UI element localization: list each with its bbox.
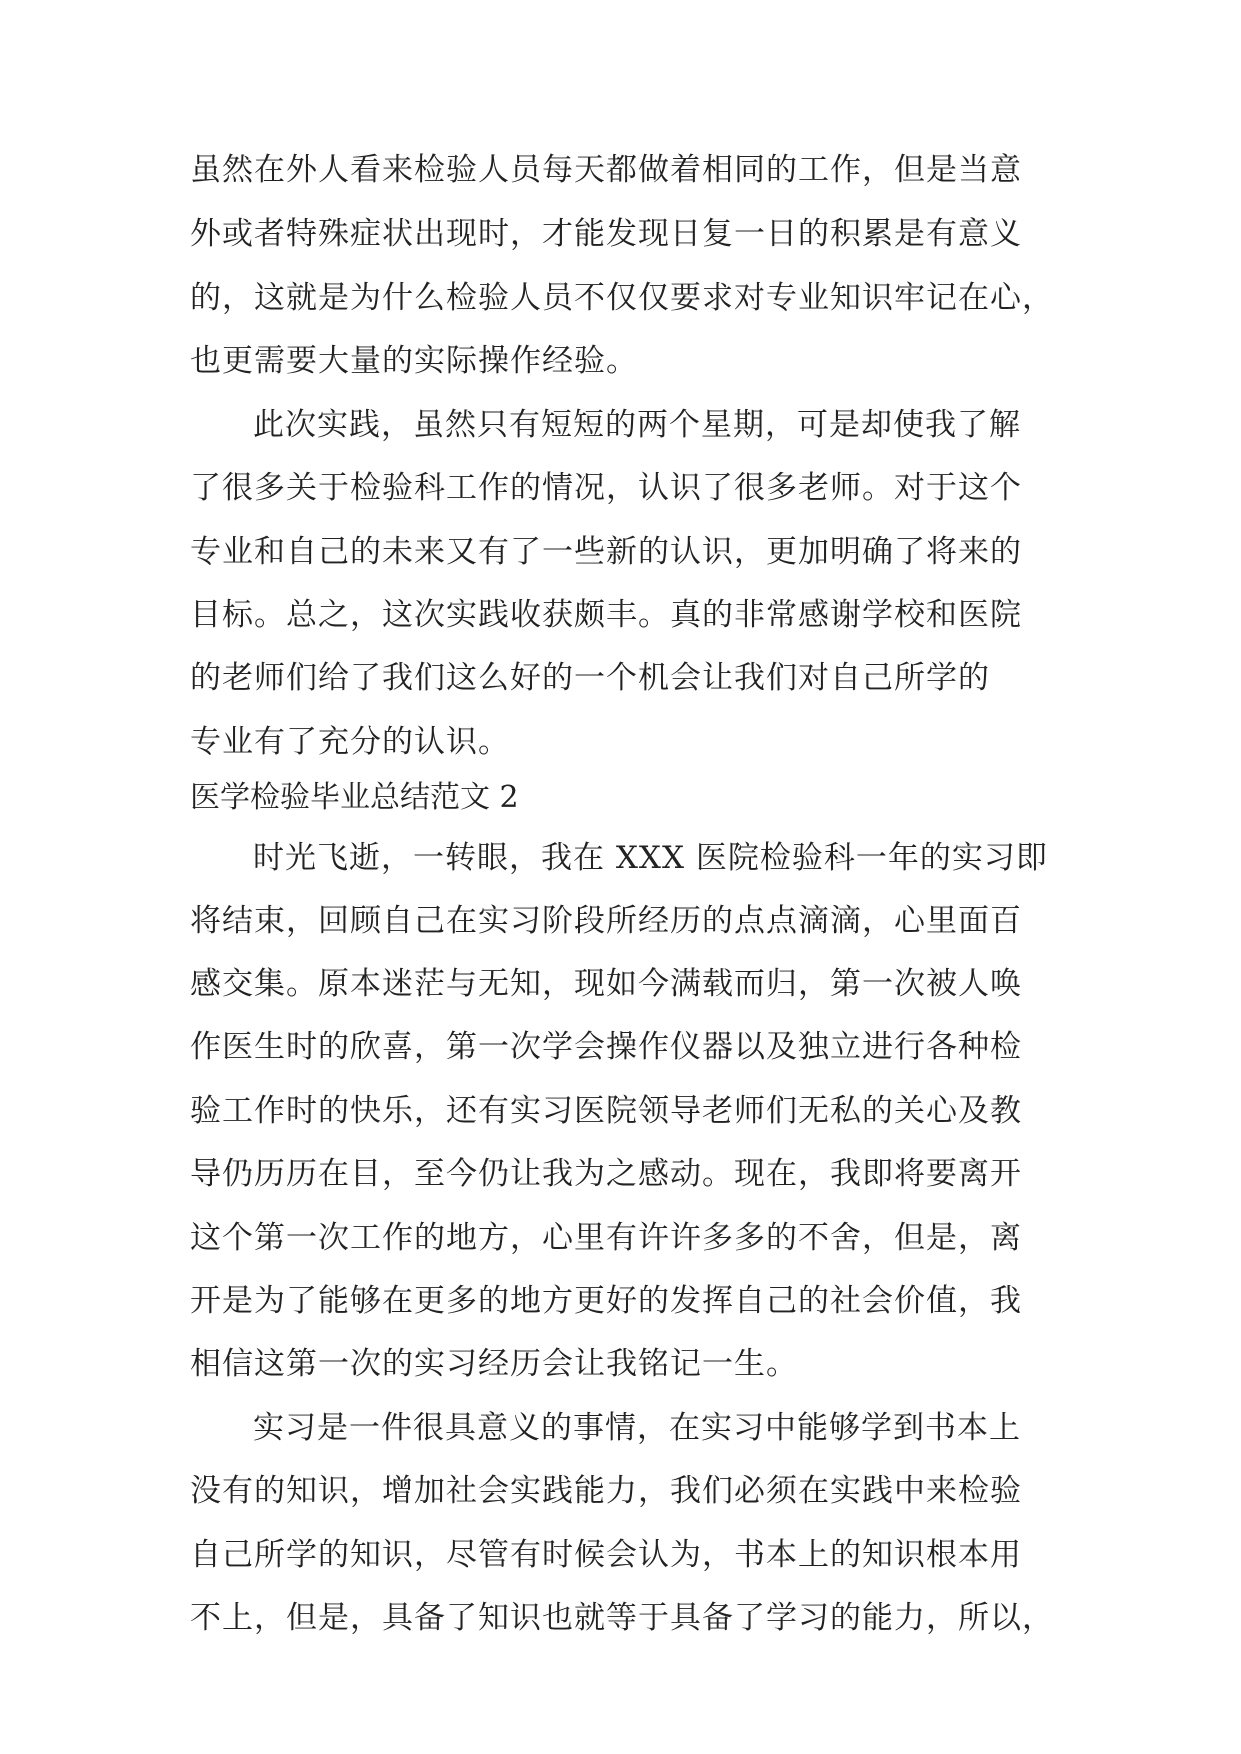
paragraph-line: 开是为了能够在更多的地方更好的发挥自己的社会价值，我 (190, 1283, 1022, 1319)
paragraph-first-line: 时光飞逝，一转眼，我在 XXX 医院检验科一年的实习即 (253, 840, 1048, 876)
paragraph-line: 没有的知识，增加社会实践能力，我们必须在实践中来检验 (190, 1473, 1022, 1509)
paragraph-line: 导仍历历在目，至今仍让我为之感动。现在，我即将要离开 (190, 1156, 1022, 1192)
section-heading: 医学检验毕业总结范文 2 (190, 780, 519, 815)
paragraph-line: 目标。总之，这次实践收获颇丰。真的非常感谢学校和医院 (190, 597, 1022, 633)
paragraph-line: 作医生时的欣喜，第一次学会操作仪器以及独立进行各种检 (190, 1029, 1022, 1065)
paragraph-line: 也更需要大量的实际操作经验。 (190, 343, 638, 379)
paragraph-line: 专业和自己的未来又有了一些新的认识，更加明确了将来的 (190, 534, 1022, 570)
paragraph-line: 专业有了充分的认识。 (190, 724, 510, 760)
paragraph-line: 将结束，回顾自己在实习阶段所经历的点点滴滴，心里面百 (190, 903, 1022, 939)
paragraph-line: 自己所学的知识，尽管有时候会认为，书本上的知识根本用 (190, 1537, 1022, 1573)
paragraph-line: 相信这第一次的实习经历会让我铭记一生。 (190, 1346, 798, 1382)
paragraph-line: 外或者特殊症状出现时，才能发现日复一日的积累是有意义 (190, 216, 1022, 252)
paragraph-line: 这个第一次工作的地方，心里有许许多多的不舍，但是，离 (190, 1220, 1022, 1256)
paragraph-line: 验工作时的快乐，还有实习医院领导老师们无私的关心及教 (190, 1093, 1022, 1129)
paragraph-line: 的，这就是为什么检验人员不仅仅要求对专业知识牢记在心， (190, 280, 1054, 316)
paragraph-line: 虽然在外人看来检验人员每天都做着相同的工作，但是当意 (190, 152, 1022, 188)
paragraph-first-line: 实习是一件很具意义的事情，在实习中能够学到书本上 (253, 1410, 1021, 1446)
paragraph-line: 的老师们给了我们这么好的一个机会让我们对自己所学的 (190, 660, 990, 696)
paragraph-line: 感交集。原本迷茫与无知，现如今满载而归，第一次被人唤 (190, 966, 1022, 1002)
paragraph-first-line: 此次实践，虽然只有短短的两个星期，可是却使我了解 (253, 407, 1021, 443)
paragraph-line: 了很多关于检验科工作的情况，认识了很多老师。对于这个 (190, 470, 1022, 506)
paragraph-line: 不上，但是，具备了知识也就等于具备了学习的能力，所以， (190, 1600, 1054, 1636)
